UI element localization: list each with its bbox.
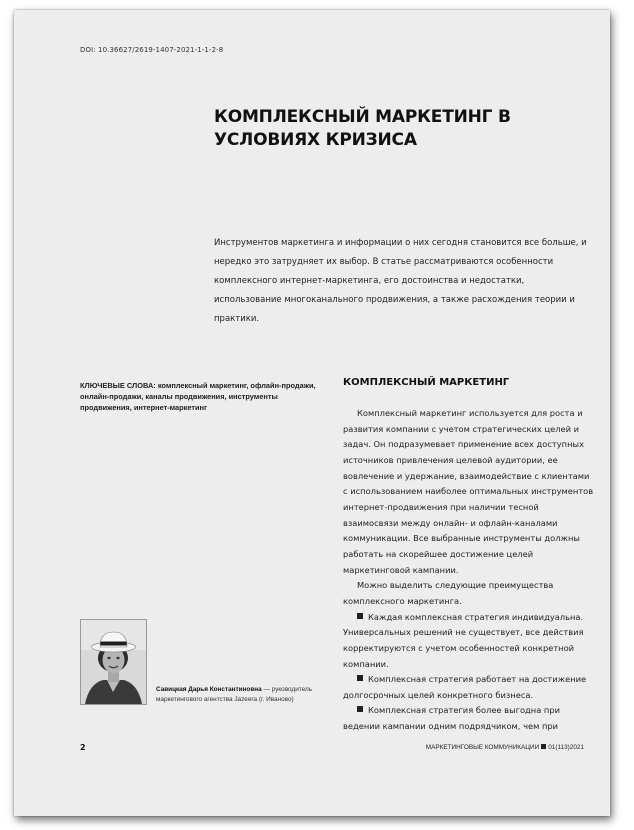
bullet-item [343,703,595,734]
bullet-text: Каждая комплексная стратегия индивидуальна. Универсальных решений не существует, все действия корректируются с учетом особенностей конкретной компании. [343,611,584,669]
article-abstract: Инструментов маркетинга и информации о них сегодня становится все больше, и нередко это затрудняет их выбор. В статье рассматриваются особенности комплексного интернет-маркетинга, его достоинства и недостатки, использование многоканального продвижения, а также расхождения теории и практики. [214,238,587,324]
author-portrait-icon [81,620,146,704]
author-role: руководитель маркетингового агентства Jazeera (г. Иваново) [156,686,313,703]
doi-line: DOI: 10.36627/2619-1407-2021-1-1-2-8 [80,46,224,54]
keywords-label: КЛЮЧЕВЫЕ СЛОВА: [80,381,156,390]
article-title: КОМПЛЕКСНЫЙ МАРКЕТИНГ В УСЛОВИЯХ КРИЗИСА [214,107,511,150]
bullet-text: Комплексная стратегия более выгодна при ведении кампании одним подрядчиком, чем при [343,705,561,732]
square-bullet-icon [357,706,363,712]
running-footer [426,744,584,751]
bullet-text: Комплексная стратегия работает на достижение долгосрочных целей конкретного бизнеса. [343,674,587,700]
square-bullet-icon [357,613,363,619]
author-photo [80,619,147,705]
body-paragraph: Комплексный маркетинг используется для роста и развития компании с учетом стратегических целей и задач. Он подразумевает применение всех доступных источников привлечения целевой аудитории, ее вовлечение и удержание, взаимодействие с клиентами с использованием наиболее оптимальных инструментов интернет-продвижения при наличии тесной взаимосвязи между онлайн- и офлайн-каналами коммуникации. Все выбранные инструменты должны работать на скорейшее достижение целей маркетинговой кампании. [343,408,594,575]
issue-number: 01(113)2021 [548,744,584,751]
keywords-text: комплексный маркетинг, офлайн-продажи, онлайн-продажи, каналы продвижения, инструменты продвижения, интернет-маркетинг [80,381,316,412]
section-heading: КОМПЛЕКСНЫЙ МАРКЕТИНГ [343,377,510,388]
square-separator-icon [541,744,546,749]
bullet-item [343,610,595,673]
keywords-block [80,380,330,413]
section-body [343,406,595,735]
author-name: Савицкая Дарья Константиновна [156,686,262,693]
bullet-item [343,672,595,703]
author-info [156,685,331,705]
page-number: 2 [80,743,86,752]
journal-name: МАРКЕТИНГОВЫЕ КОММУНИКАЦИИ [425,744,540,751]
author-dash: — [261,686,272,693]
square-bullet-icon [357,675,363,681]
document-page [14,10,610,816]
body-paragraph: Можно выделить следующие преимущества комплексного маркетинга. [343,580,554,606]
